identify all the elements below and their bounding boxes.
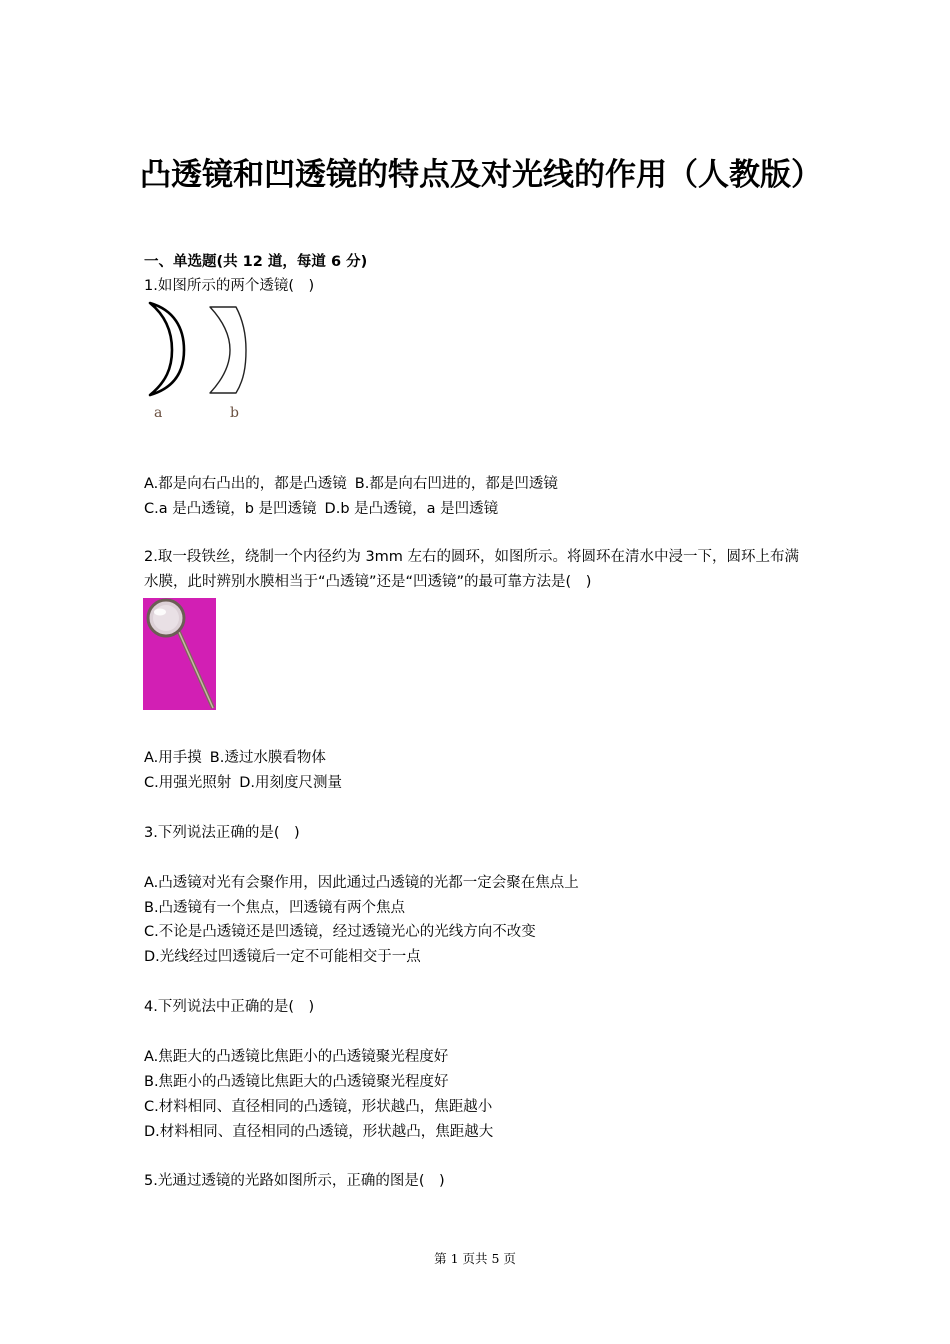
option-1a: A.都是向右凸出的，都是凸透镜 — [144, 476, 347, 492]
option-2b: B.透过水膜看物体 — [209, 750, 326, 766]
option-3a: A.凸透镜对光有会聚作用，因此通过凸透镜的光都一定会聚在焦点上 — [144, 875, 579, 891]
option-4a: A.焦距大的凸透镜比焦距小的凸透镜聚光程度好 — [144, 1049, 449, 1065]
question-1-stem: 1.如图所示的两个透镜( ) — [144, 278, 315, 294]
page-footer: 第 1 页共 5 页 — [434, 1251, 516, 1266]
option-1b: B.都是向右凹进的，都是凹透镜 — [354, 476, 558, 492]
option-4c: C.材料相同、直径相同的凸透镜，形状越凸，焦距越小 — [144, 1099, 493, 1115]
lens-b-shape — [210, 307, 246, 393]
option-3d: D.光线经过凹透镜后一定不可能相交于一点 — [144, 949, 421, 965]
question-1-options-row-2 — [144, 499, 506, 519]
lens-a-label: a — [154, 405, 163, 421]
question-5-stem: 5.光通过透镜的光路如图所示，正确的图是( ) — [144, 1173, 445, 1189]
option-4d: D.材料相同、直径相同的凸透镜，形状越凸，焦距越大 — [144, 1124, 494, 1140]
document-title: 凸透镜和凹透镜的特点及对光线的作用（人教版） — [140, 157, 822, 193]
question-3-stem: 3.下列说法正确的是( ) — [144, 825, 300, 841]
option-1d: D.b 是凸透镜，a 是凹透镜 — [324, 501, 499, 517]
option-2a: A.用手摸 — [144, 750, 202, 766]
option-3c: C.不论是凸透镜还是凹透镜，经过透镜光心的光线方向不改变 — [144, 924, 536, 940]
option-4b: B.焦距小的凸透镜比焦距大的凸透镜聚光程度好 — [144, 1074, 449, 1090]
section-heading: 一、单选题(共 12 道，每道 6 分) — [144, 254, 368, 270]
question-4-stem: 4.下列说法中正确的是( ) — [144, 999, 315, 1015]
option-2d: D.用刻度尺测量 — [239, 775, 343, 791]
lens-a-shape — [150, 303, 184, 395]
question-2-options-row-1 — [144, 748, 334, 768]
lens-b-label: b — [230, 405, 239, 421]
question-2-stem: 2.取一段铁丝，绕制一个内径约为 3mm 左右的圆环，如图所示。将圆环在清水中浸一下，圆环上布满水膜，此时辨别水膜相当于“凸透镜”还是“凹透镜”的最可靠方法是( ) — [144, 549, 800, 590]
question-2-options-row-2 — [144, 773, 350, 793]
option-3b: B.凸透镜有一个焦点，凹透镜有两个焦点 — [144, 900, 406, 916]
wire-loop-photo — [143, 598, 216, 710]
question-1-options-row-1 — [144, 474, 566, 494]
option-1c: C.a 是凸透镜，b 是凹透镜 — [144, 501, 317, 517]
option-2c: C.用强光照射 — [144, 775, 232, 791]
lens-figure — [140, 300, 250, 426]
